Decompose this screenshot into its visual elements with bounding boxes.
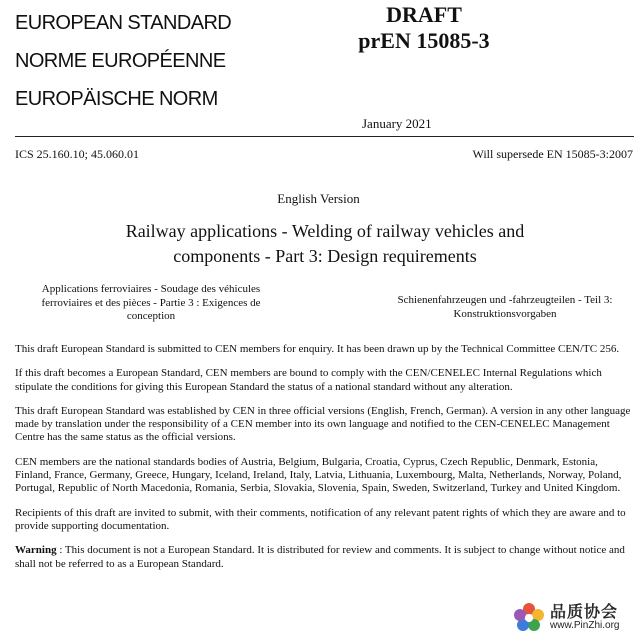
document-title (40, 219, 610, 269)
warning-paragraph (15, 544, 635, 571)
publication-date: January 2021 (362, 116, 432, 131)
german-title-line: Konstruktionsvorgaben (453, 307, 557, 320)
warning-text: : This document is not a European Standard. It is distributed for review and comments. It is subject to change without notice and shall not be referred to as a European Standard. (15, 544, 625, 570)
german-title (377, 294, 633, 321)
french-title-line: conception (126, 310, 176, 322)
paragraph-patents: Recipients of this draft are invited to submit, with their comments, notification of any relevant patent rights of which they are aware and to provide supporting documentation. (15, 506, 626, 532)
supersedes-note: Will supersede EN 15085-3:2007 (472, 147, 633, 161)
french-title-line: ferroviaires et des pièces - Partie 3 : Exigences de (41, 296, 261, 309)
title-line: components - Part 3: Design requirements (173, 246, 477, 266)
name-fr: NORME EUROPÉENNE (15, 50, 226, 72)
title-line: Railway applications - Welding of railway vehicles and (125, 221, 525, 241)
paragraph-members: CEN members are the national standards bodies of Austria, Belgium, Bulgaria, Croatia, Cyprus, Czech Republic, Denmark, Estonia, Finland, France, Germany, Greece, Hungary, Iceland, Ireland, Italy, Latvia, Lithuania, Luxembourg, Malta, Netherlands, Norway, Poland, Portugal, Republic of North Macedonia, Romania, Serbia, Slovakia, Slovenia, Spain, Sweden, Switzerland, Turkey and United Kingdom. (15, 455, 622, 495)
german-title-line: Schienenfahrzeugen und -fahrzeugteilen - Teil 3: (397, 294, 613, 306)
paragraph-versions: This draft European Standard was established by CEN in three official versions (English, French, German). A version in any other language made by translation under the responsibility of a CEN member into its own language and notified to the CEN-CENELEC Management Centre has the same status as the official versions. (15, 404, 631, 444)
watermark-url: www.PinZhi.org (550, 620, 620, 631)
name-de: EUROPÄISCHE NORM (15, 88, 218, 110)
paragraph-enquiry: This draft European Standard is submitted to CEN members for enquiry. It has been drawn up by the Technical Committee CEN/TC 256. (15, 343, 620, 355)
draft-status: DRAFT (386, 2, 462, 27)
header-divider (15, 136, 634, 137)
watermark-name: 品质协会 (550, 602, 619, 621)
version-label: English Version (277, 191, 360, 206)
paragraph-regulations: If this draft becomes a European Standard, CEN members are bound to comply with the CEN/CENELEC Internal Regulations which stipulate the conditions for giving this European Standard the status of a national standard without any alteration. (15, 367, 602, 393)
ics-codes: ICS 25.160.10; 45.060.01 (15, 147, 140, 161)
french-title-line: Applications ferroviaires - Soudage des véhicules (41, 283, 261, 295)
name-en: EUROPEAN STANDARD (15, 12, 232, 34)
french-title (18, 283, 284, 324)
watermark-logo (512, 599, 634, 633)
warning-label: Warning (15, 544, 57, 557)
body-text (15, 343, 635, 582)
doc-number: prEN 15085-3 (358, 28, 490, 53)
draft-block (339, 2, 509, 54)
standard-names (15, 4, 231, 118)
flower-logo-icon (512, 601, 546, 631)
